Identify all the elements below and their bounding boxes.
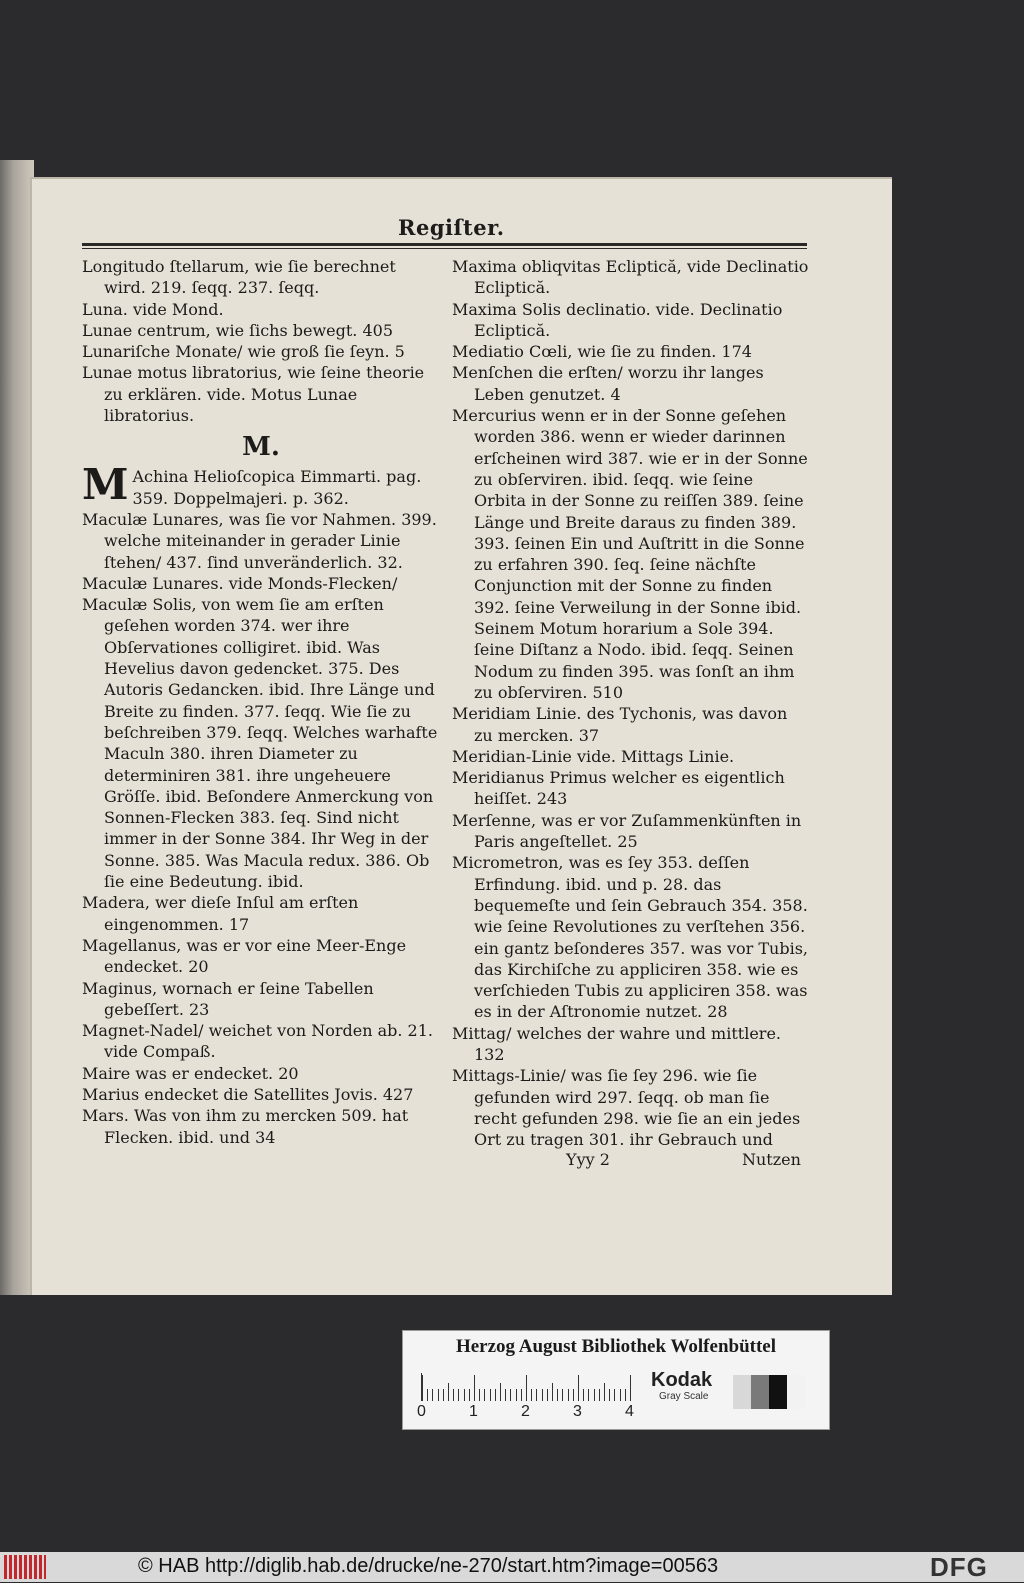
right-column (452, 256, 810, 1150)
index-entry-first (82, 460, 440, 510)
index-entry: Maire was er endecket. 20 (82, 1063, 299, 1083)
index-entry: Menſchen die erſten/ worzu ihr langes Leben genutzet. 4 (452, 363, 764, 404)
ruler-tick (604, 1383, 605, 1401)
gray-patch (787, 1375, 805, 1409)
header-rule (82, 243, 807, 246)
ruler-tick (547, 1389, 548, 1401)
ruler-tick (500, 1383, 501, 1401)
index-entry: Magellanus, was er vor eine Meer-Enge endecket. 20 (82, 935, 407, 977)
ruler-tick (526, 1375, 527, 1401)
index-entry: Maxima obliqvitas Ecliptică, vide Declinatio Ecliptică. (452, 257, 809, 298)
ruler-tick (484, 1389, 485, 1401)
ruler-tick (562, 1389, 563, 1401)
index-entry: Mercurius wenn er in der Sonne geſehen worden 386. wenn er wieder darinnen erſcheinen wird 387. wie er in der Sonne zu obſerviren. ibid. ſeqq. wie ſeine Orbita in der Sonne zu reiſſen 389. ſeine Länge und Breite daraus zu finden 389. 393. ſeinen Ein und Auſtritt in die Sonne zu erfahren 390. ſeq. ſeine nächſte Conjunction mit der Sonne zu finden 392. ſeine Verweilung in der Sonne ibid. Seinem Motum horarium a Sole 394. ſeine Diſtanz a Nodo. ibid. ſeqq. Seinen Nodum zu finden 395. was ſonſt an ihm zu obſerviren. 510 (452, 406, 808, 702)
index-entry: Magnet-Nadel/ weichet von Norden ab. 21. vide Compaß. (82, 1021, 433, 1062)
index-entry: Lunae motus libratorius, wie ſeine theorie zu erklären. vide. Motus Lunae libratorius. (82, 363, 425, 426)
index-entry: Lunae centrum, wie ſichs bewegt. 405 (82, 320, 394, 340)
index-entry: Merſenne, was er vor Zuſammenkünften in Paris angeſtellet. 25 (452, 810, 802, 852)
library-label: Herzog August Bibliothek Wolfenbüttel (455, 1336, 777, 1357)
index-entry-text: Achina Helioſcopica Eimmarti. pag. 359. Doppelmajeri. p. 362. (132, 467, 422, 508)
scale-number: 1 (469, 1403, 478, 1420)
ruler-tick (599, 1389, 600, 1401)
ruler-tick (495, 1389, 496, 1401)
ruler-tick (625, 1389, 626, 1401)
ruler-tick (521, 1389, 522, 1401)
index-entry: Micrometron, was es ſey 353. deſſen Erfindung. ibid. und p. 28. das bequemeſte und ſein Gebrauch 354. 358. wie ſeine Revolutiones zu verſtehen 356. ein gantz beſonderes 357. was vor Tubis, das Kirchiſche zu appliciren 358. wie es verſchieden Tubis zu appliciren 358. was es in der Aſtronomie nutzet. 28 (452, 853, 808, 1022)
index-entry: Mittags-Linie/ was ſie ſey 296. wie ſie gefunden wird 297. ſeqq. ob man ſie recht gefunden 298. wie ſie an ein jedes Ort zu tragen 301. ihr Gebrauch und (452, 1066, 801, 1150)
index-entry: Longitudo ſtellarum, wie ſie berechnet wird. 219. ſeqq. 237. ſeqq. (82, 257, 396, 298)
ruler-tick (573, 1389, 574, 1401)
header-rule-thin (82, 248, 807, 249)
index-entry: Madera, wer dieſe Inſul am erſten eingenommen. 17 (82, 893, 359, 934)
ruler-tick (469, 1389, 470, 1401)
ruler-tick (578, 1375, 579, 1401)
ruler-tick (448, 1383, 449, 1401)
index-entry: Maginus, wornach er ſeine Tabellen gebeſſert. 23 (82, 978, 374, 1019)
ruler-tick (588, 1389, 589, 1401)
index-entry: Lunariſche Monate/ wie groß ſie ſeyn. 5 (82, 342, 405, 362)
index-entry: Meridian-Linie vide. Mittags Linie. (452, 746, 735, 766)
index-entry: Mars. Was von ihm zu mercken 509. hat Flecken. ibid. und 34 (82, 1106, 409, 1147)
drop-cap: M (82, 460, 129, 510)
ruler-scale (421, 1373, 632, 1401)
ruler-tick (443, 1389, 444, 1401)
ruler-tick (536, 1389, 537, 1401)
ruler-tick (427, 1389, 428, 1401)
scale-number: 3 (573, 1403, 582, 1420)
scale-number: 4 (625, 1403, 634, 1420)
dfg-logo: DFG (930, 1552, 988, 1582)
ruler-tick (542, 1389, 543, 1401)
ruler-tick (614, 1389, 615, 1401)
index-entry: Mittag/ welches der wahre und mittlere. 132 (452, 1023, 781, 1064)
color-calibration-bar (402, 1330, 830, 1430)
ruler-tick (464, 1389, 465, 1401)
index-entry: Meridianus Primus welcher es eigentlich heiſſet. 243 (452, 768, 785, 809)
ruler-tick (453, 1389, 454, 1401)
index-entry: Mediatio Cœli, wie ſie zu finden. 174 (452, 342, 752, 362)
ruler-tick (438, 1389, 439, 1401)
gray-scale-label: Gray Scale (659, 1391, 709, 1402)
index-entry: Maxima Solis declinatio. vide. Declinatio Ecliptică. (452, 299, 783, 340)
ruler-tick (422, 1375, 423, 1401)
ruler-tick (620, 1389, 621, 1401)
ruler-tick (583, 1389, 584, 1401)
index-entry: Marius endecket die Satellites Jovis. 427 (82, 1084, 414, 1104)
gray-patch (769, 1375, 787, 1409)
left-column (82, 256, 440, 1148)
index-entry: Maculæ Lunares. vide Monds-Flecken/ (82, 573, 398, 593)
section-letter: M. (242, 432, 280, 463)
gray-patch (751, 1375, 769, 1409)
ruler-tick (516, 1389, 517, 1401)
index-entry: Luna. vide Mond. (82, 299, 224, 319)
scale-number: 2 (521, 1403, 530, 1420)
bottom-bar (0, 1552, 1024, 1582)
ruler-tick (552, 1383, 553, 1401)
kodak-logo: Kodak (651, 1369, 713, 1391)
index-entry: Maculæ Lunares, was ſie vor Nahmen. 399. welche miteinander in gerader Linie ſtehen/ 437. ſind unveränderlich. 32. (82, 509, 437, 572)
catchword: Nutzen (742, 1150, 801, 1169)
scale-number: 0 (417, 1403, 426, 1420)
index-entry: Maculæ Solis, von wem ſie am erſten geſehen worden 374. wer ihre Obſervationes colligiret. ibid. Was Hevelius davon gedencket. 375. Des Autoris Gedancken. ibid. Ihre Länge und Breite zu finden. 377. ſeqq. Wie ſie zu beſchreiben 379. ſeqq. Welches warhafte Maculn 380. ihren Diameter zu determiniren 381. ihre ungeheuere Gröſſe. ibid. Beſondere Anmerckung von Sonnen-Flecken 383. ſeq. Sind nicht immer in der Sonne 384. Ihr Weg in der Sonne. 385. Was Macula redux. 386. Ob ſie eine Bedeutung. ibid. (82, 595, 438, 892)
ruler-tick (490, 1389, 491, 1401)
ruler-tick (474, 1375, 475, 1401)
gray-patch (733, 1375, 751, 1409)
ruler-tick (568, 1389, 569, 1401)
ruler-tick (505, 1389, 506, 1401)
ruler-tick (630, 1375, 631, 1401)
book-edge (0, 160, 34, 1295)
credit-link[interactable]: © HAB http://diglib.hab.de/drucke/ne-270/start.htm?image=00563 (138, 1555, 719, 1577)
ruler-tick (510, 1389, 511, 1401)
ruler-tick (458, 1389, 459, 1401)
signature-mark: Yyy 2 (566, 1150, 610, 1169)
ruler-tick (432, 1389, 433, 1401)
page-header: Regiſter. (398, 215, 505, 240)
barcode-icon (4, 1555, 46, 1579)
ruler-tick (531, 1389, 532, 1401)
ruler-tick (609, 1389, 610, 1401)
ruler-tick (594, 1389, 595, 1401)
ruler-tick (557, 1389, 558, 1401)
index-entry: Meridiam Linie. des Tychonis, was davon zu mercken. 37 (452, 704, 788, 745)
ruler-tick (479, 1389, 480, 1401)
